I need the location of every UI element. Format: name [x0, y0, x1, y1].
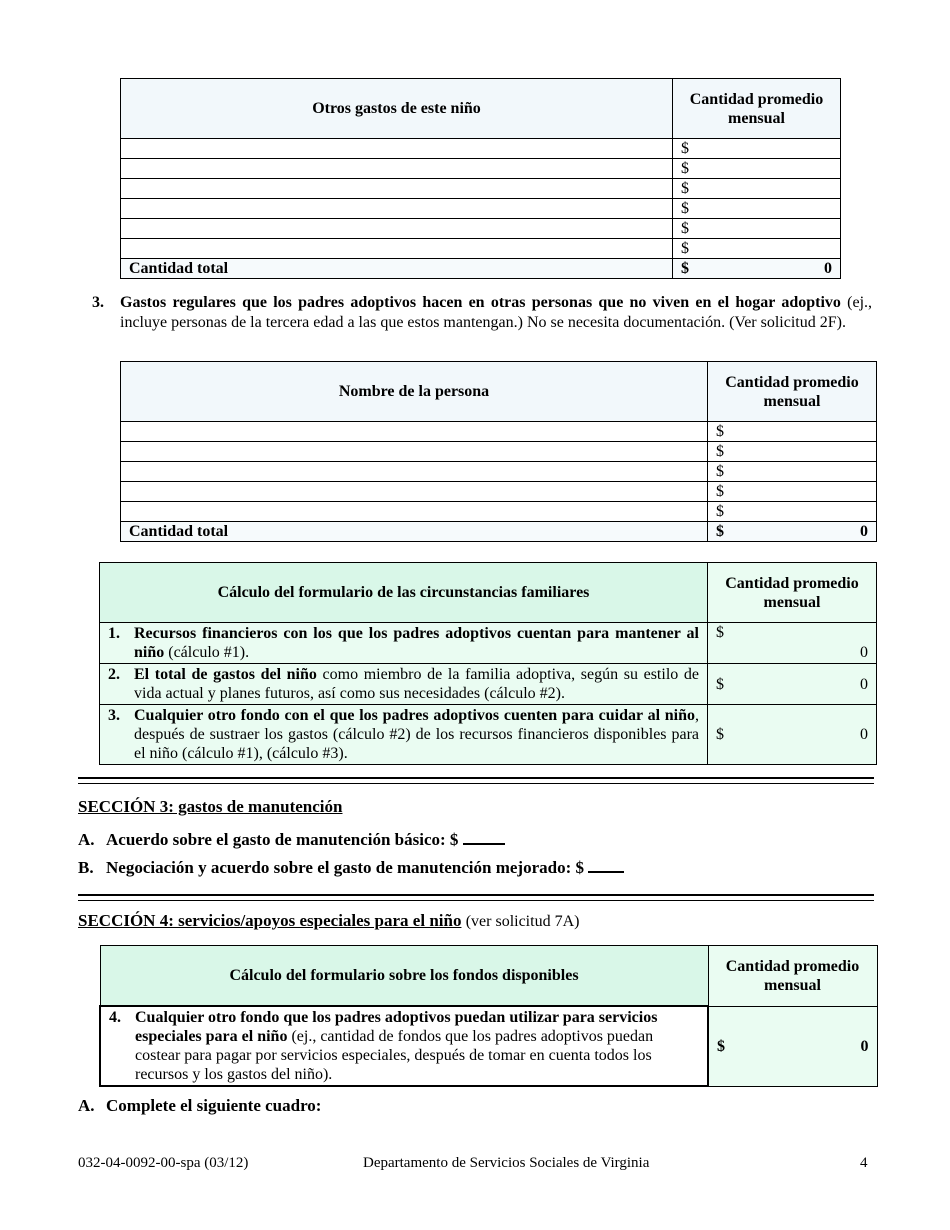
table-header-amount: Cantidad promedio mensual [708, 362, 877, 422]
calc-item-1 [100, 623, 708, 664]
item-a-label: Acuerdo sobre el gasto de manutención básico: $ [106, 830, 459, 849]
section-divider [78, 777, 874, 779]
section-3-item-b [78, 858, 624, 878]
item-3-text: (ej., incluye personas de la tercera edad a las que estos mantengan.) No se necesita documentación. (Ver solicitud 2F). [120, 294, 873, 331]
person-name-cell[interactable] [121, 462, 708, 482]
calc-item-4 [100, 1006, 708, 1086]
section-divider [78, 783, 874, 784]
calc-item-4-amount [708, 1006, 877, 1086]
table-header-description: Nombre de la persona [121, 362, 708, 422]
item-bold-text: Cualquier otro fondo con el que los padres adoptivos cuenten para cuidar al niño [134, 707, 695, 724]
person-amount-cell[interactable]: $ [708, 422, 877, 442]
table-header-description: Otros gastos de este niño [121, 79, 673, 139]
item-b-label: Negociación y acuerdo sobre el gasto de manutención mejorado: $ [106, 858, 584, 877]
footer-form-id: 032-04-0092-00-spa (03/12) [78, 1155, 249, 1171]
calc-item-3-amount [708, 705, 877, 765]
footer-department: Departamento de Servicios Sociales de Virginia [363, 1155, 650, 1171]
expense-name-cell[interactable] [121, 219, 673, 239]
currency-symbol: $ [716, 523, 724, 540]
person-name-cell[interactable] [121, 502, 708, 522]
expense-amount-cell[interactable]: $ [673, 159, 841, 179]
person-amount-cell[interactable]: $ [708, 482, 877, 502]
item-letter: A. [78, 1096, 95, 1115]
section-3-title: SECCIÓN 3: gastos de manutención [78, 797, 343, 816]
total-value: 0 [824, 260, 832, 277]
section-4-note: (ver solicitud 7A) [465, 913, 580, 930]
total-label: Cantidad total [121, 259, 673, 279]
expense-amount-cell[interactable]: $ [673, 199, 841, 219]
expense-amount-cell[interactable]: $ [673, 239, 841, 259]
currency-symbol: $ [716, 726, 724, 743]
item-number: 3. [92, 294, 104, 311]
person-name-cell[interactable] [121, 482, 708, 502]
amount-value: 0 [860, 1037, 869, 1055]
calc-item-2 [100, 664, 708, 705]
table-header-amount: Cantidad promedio mensual [673, 79, 841, 139]
item-number: 3. [108, 707, 120, 724]
item-bold-text: Recursos financieros con los que los padres adoptivos cuentan para mantener al niño [134, 625, 699, 661]
amount-value: 0 [860, 675, 868, 693]
family-circumstances-table [99, 562, 877, 765]
section-4-title: SECCIÓN 4: servicios/apoyos especiales para el niño [78, 911, 462, 930]
item-bold-text: El total de gastos del niño [134, 666, 317, 683]
other-persons-table [120, 361, 877, 542]
currency-symbol: $ [716, 624, 724, 641]
expense-name-cell[interactable] [121, 239, 673, 259]
person-amount-cell[interactable]: $ [708, 442, 877, 462]
item-number: 4. [109, 1009, 121, 1026]
item-bold-text: Cualquier otro fondo que los padres adoptivos puedan utilizar para servicios especiales para el niño [135, 1009, 658, 1045]
basic-maintenance-input[interactable] [463, 843, 505, 845]
other-expenses-table [120, 78, 841, 279]
amount-value: 0 [860, 726, 868, 743]
expense-amount-cell[interactable]: $ [673, 179, 841, 199]
table-header-amount: Cantidad promedio mensual [708, 946, 877, 1007]
complete-table-instruction [78, 1096, 321, 1116]
total-amount [673, 259, 841, 279]
table-header-description: Cálculo del formulario sobre los fondos disponibles [100, 946, 708, 1007]
calc-item-1-amount [708, 623, 877, 664]
item-number: 2. [108, 666, 120, 683]
total-amount [708, 522, 877, 542]
currency-symbol: $ [717, 1037, 725, 1055]
calc-item-3 [100, 705, 708, 765]
currency-symbol: $ [716, 675, 724, 693]
item-3-paragraph [92, 293, 872, 333]
section-divider [78, 894, 874, 896]
item-text: como miembro de la familia adoptiva, según su estilo de vida actual y planes futuros, así como sus necesidades (cálculo #2). [134, 666, 700, 702]
expense-name-cell[interactable] [121, 139, 673, 159]
expense-name-cell[interactable] [121, 159, 673, 179]
person-amount-cell[interactable]: $ [708, 462, 877, 482]
instruction-text: Complete el siguiente cuadro: [106, 1096, 322, 1115]
total-value: 0 [860, 523, 868, 540]
item-text: (cálculo #1). [164, 644, 250, 661]
expense-amount-cell[interactable]: $ [673, 219, 841, 239]
expense-name-cell[interactable] [121, 199, 673, 219]
calc-item-2-amount [708, 664, 877, 705]
section-4-heading [78, 911, 579, 931]
expense-amount-cell[interactable]: $ [673, 139, 841, 159]
item-text: (ej., cantidad de fondos que los padres adoptivos puedan costear para pagar por servicios especiales, después de tomar en cuenta todos los recursos y los gastos del niño). [135, 1028, 654, 1083]
available-funds-table [99, 945, 878, 1087]
table-header-description: Cálculo del formulario de las circunstancias familiares [100, 563, 708, 623]
item-text: , después de sustraer los gastos (cálculo #2) de los recursos financieros disponibles para el niño (cálculo #1), (cálculo #3). [134, 707, 699, 762]
item-letter: A. [78, 830, 95, 849]
person-name-cell[interactable] [121, 422, 708, 442]
amount-value: 0 [860, 644, 868, 661]
enhanced-maintenance-input[interactable] [588, 871, 624, 873]
currency-symbol: $ [681, 260, 689, 277]
section-3-item-a [78, 830, 505, 850]
item-number: 1. [108, 625, 120, 642]
section-divider [78, 900, 874, 901]
item-3-title: Gastos regulares que los padres adoptivos hacen en otras personas que no viven en el hogar adoptivo [120, 294, 841, 311]
table-header-amount: Cantidad promedio mensual [708, 563, 877, 623]
person-name-cell[interactable] [121, 442, 708, 462]
footer-page-number: 4 [860, 1155, 868, 1171]
person-amount-cell[interactable]: $ [708, 502, 877, 522]
total-label: Cantidad total [121, 522, 708, 542]
item-letter: B. [78, 858, 94, 877]
expense-name-cell[interactable] [121, 179, 673, 199]
